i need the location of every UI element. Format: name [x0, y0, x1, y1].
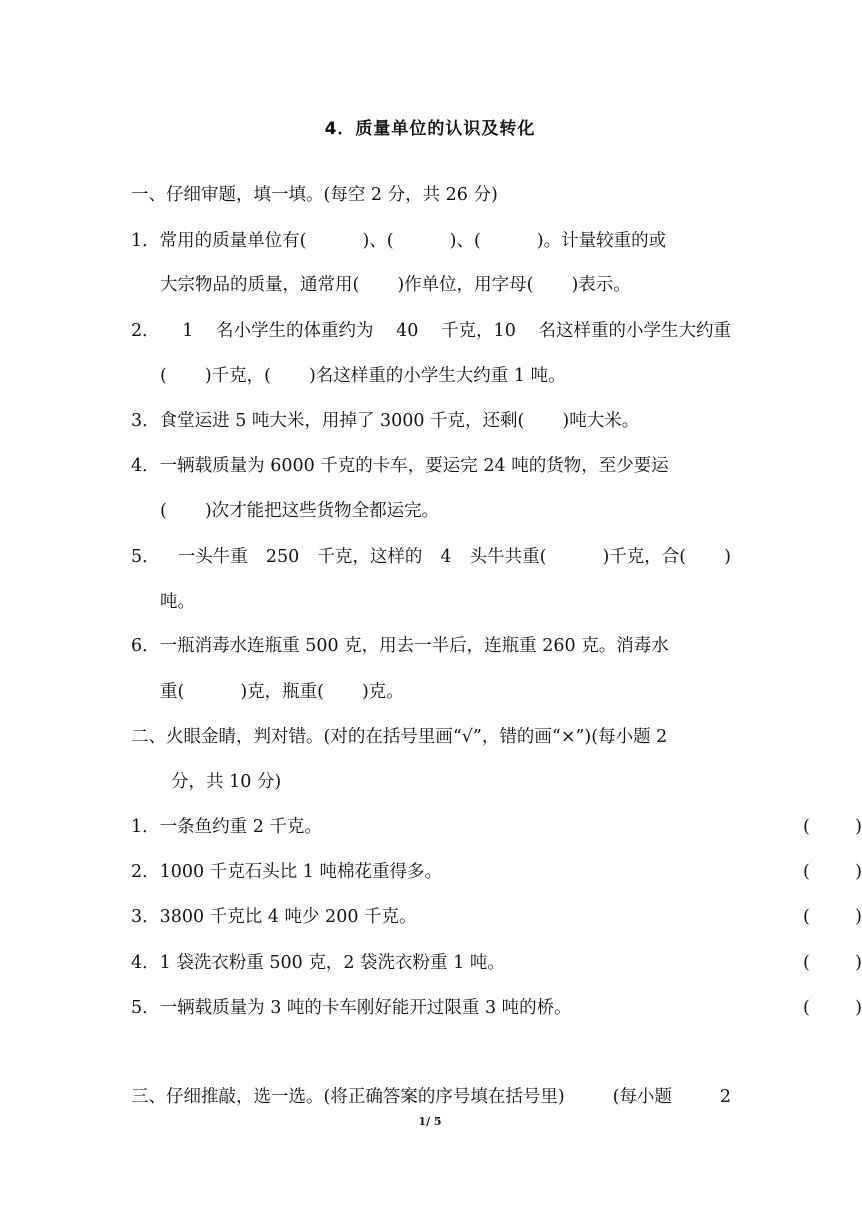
judgement-item-1: 1．一条鱼约重 2 千克。 ( )	[131, 817, 862, 837]
question-number: 2．	[131, 862, 160, 882]
question-number: 5．	[131, 547, 160, 567]
answer-parentheses[interactable]: ( )	[803, 817, 862, 837]
question-6-line-1: 6．一瓶消毒水连瓶重 500 克，用去一半后，连瓶重 260 克。消毒水	[131, 636, 669, 656]
section2-heading-line-2: 分，共 10 分)	[171, 772, 282, 792]
question-3: 3．食堂运进 5 吨大米，用掉了 3000 千克，还剩( )吨大米。	[131, 411, 640, 431]
question-number: 2．	[131, 321, 160, 341]
question-5-line-1: 5． 一头牛重 250 千克，这样的 4 头牛共重( )千克，合( )	[131, 547, 731, 567]
section2-heading-line-1: 二、火眼金睛，判对错。(对的在括号里画“√”，错的画“×”)(每小题 2	[131, 727, 668, 747]
judgement-item-5: 5．一辆载质量为 3 吨的卡车刚好能开过限重 3 吨的桥。 ( )	[131, 998, 862, 1018]
judgement-item-3: 3．3800 千克比 4 吨少 200 千克。 ( )	[131, 907, 862, 927]
question-number: 1．	[131, 231, 160, 251]
question-number: 3．	[131, 907, 160, 927]
answer-blank[interactable]	[546, 545, 602, 569]
question-2-line-2: ( )千克，( )名这样重的小学生大约重 1 吨。	[160, 366, 566, 386]
answer-blank[interactable]	[686, 545, 724, 569]
judgement-item-2: 2．1000 千克石头比 1 吨棉花重得多。 ( )	[131, 862, 862, 882]
answer-parentheses[interactable]: ( )	[803, 862, 862, 882]
answer-parentheses[interactable]: ( )	[803, 953, 862, 973]
page-number: 1/ 5	[418, 1115, 442, 1128]
question-number: 5．	[131, 998, 160, 1018]
question-4-line-1: 4．一辆载质量为 6000 千克的卡车，要运完 24 吨的货物，至少要运	[131, 456, 669, 476]
answer-parentheses[interactable]: ( )	[803, 907, 862, 927]
question-2-line-1: 2． 1 名小学生的体重约为 40 千克，10 名这样重的小学生大约重	[131, 321, 731, 341]
question-number: 4．	[131, 456, 160, 476]
page-title: 4．质量单位的认识及转化	[324, 119, 536, 139]
question-1-line-2: 大宗物品的质量，通常用( )作单位，用字母( )表示。	[160, 275, 631, 295]
judgement-item-4: 4．1 袋洗衣粉重 500 克，2 袋洗衣粉重 1 吨。 ( )	[131, 953, 862, 973]
section3-heading: 三、仔细推敲，选一选。(将正确答案的序号填在括号里) (每小题 2	[131, 1087, 731, 1107]
question-6-line-2: 重( )克，瓶重( )克。	[160, 682, 404, 702]
question-4-line-2: ( )次才能把这些货物全都运完。	[160, 501, 440, 521]
question-number: 4．	[131, 953, 160, 973]
question-number: 1．	[131, 817, 160, 837]
question-number: 3．	[131, 411, 160, 431]
answer-parentheses[interactable]: ( )	[803, 998, 862, 1018]
question-5-line-2: 吨。	[160, 592, 195, 612]
section1-heading: 一、仔细审题，填一填。(每空 2 分，共 26 分)	[131, 185, 498, 205]
question-1-line-1: 1．常用的质量单位有( )、( )、( )。计量较重的或	[131, 231, 667, 251]
question-number: 6．	[131, 636, 160, 656]
